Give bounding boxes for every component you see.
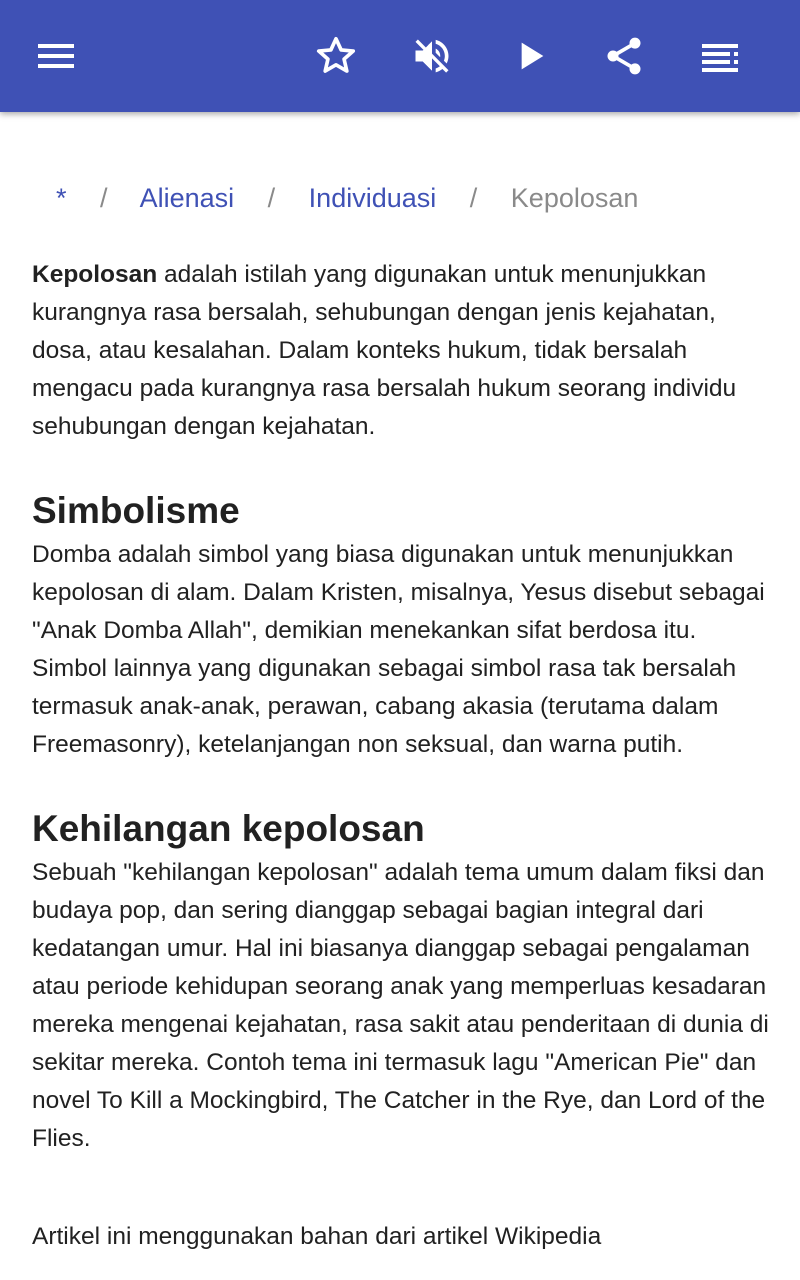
breadcrumb-separator: /: [267, 183, 276, 213]
menu-button[interactable]: [24, 24, 88, 88]
menu-icon: [36, 36, 76, 76]
breadcrumb-link-home[interactable]: *: [56, 183, 67, 213]
star-outline-icon: [314, 34, 358, 78]
playlist-icon: [700, 36, 740, 76]
contents-button[interactable]: [688, 24, 752, 88]
intro-text: adalah istilah yang digunakan untuk menunjukkan kurangnya rasa bersalah, sehubungan dengan jenis kejahatan, dosa, atau kesalahan. Dalam konteks hukum, tidak bersalah mengacu pada kurangnya rasa bersalah hukum seorang individu sehubungan dengan kejahatan.: [32, 261, 737, 440]
app-toolbar: [0, 0, 800, 112]
breadcrumb-link-individuasi[interactable]: Individuasi: [308, 183, 437, 213]
play-icon: [510, 36, 550, 76]
volume-off-icon: [410, 34, 454, 78]
intro-paragraph: [32, 256, 772, 446]
breadcrumb-link-alienasi[interactable]: Alienasi: [139, 183, 235, 213]
breadcrumb-separator: /: [100, 183, 108, 213]
breadcrumb-separator: /: [469, 183, 478, 213]
bookmark-button[interactable]: [304, 24, 368, 88]
article-body: [32, 256, 772, 1256]
section-body-kehilangan: Sebuah "kehilangan kepolosan" adalah tema umum dalam fiksi dan budaya pop, dan sering dianggap sebagai bagian integral dari kedatangan umur. Hal ini biasanya dianggap sebagai pengalaman atau periode kehidupan seorang anak yang memperluas kesadaran mereka mengenai kejahatan, rasa sakit atau penderitaan di dunia di sekitar mereka. Contoh tema ini termasuk lagu "American Pie" dan novel To Kill a Mockingbird, The Catcher in the Rye, dan Lord of the Flies.: [32, 859, 769, 1152]
share-icon: [602, 34, 646, 78]
section-body-simbolisme: Domba adalah simbol yang biasa digunakan untuk menunjukkan kepolosan di alam. Dalam Kristen, misalnya, Yesus disebut sebagai "Anak Domba Allah", demikian menekankan sifat berdosa itu. Simbol lainnya yang digunakan sebagai simbol rasa tak bersalah termasuk anak-anak, perawan, cabang akasia (terutama dalam Freemasonry), ketelanjangan non seksual, dan warna putih.: [32, 541, 765, 758]
play-button[interactable]: [498, 24, 562, 88]
mute-button[interactable]: [400, 24, 464, 88]
intro-term: Kepolosan: [32, 261, 158, 288]
attribution-text: Artikel ini menggunakan bahan dari artikel Wikipedia: [32, 1223, 602, 1250]
section-heading-kehilangan: Kehilangan kepolosan: [32, 808, 425, 849]
article-content: [0, 112, 800, 1280]
breadcrumb-current: Kepolosan: [510, 183, 639, 213]
section-heading-simbolisme: Simbolisme: [32, 490, 240, 531]
share-button[interactable]: [592, 24, 656, 88]
breadcrumb: [56, 180, 638, 216]
